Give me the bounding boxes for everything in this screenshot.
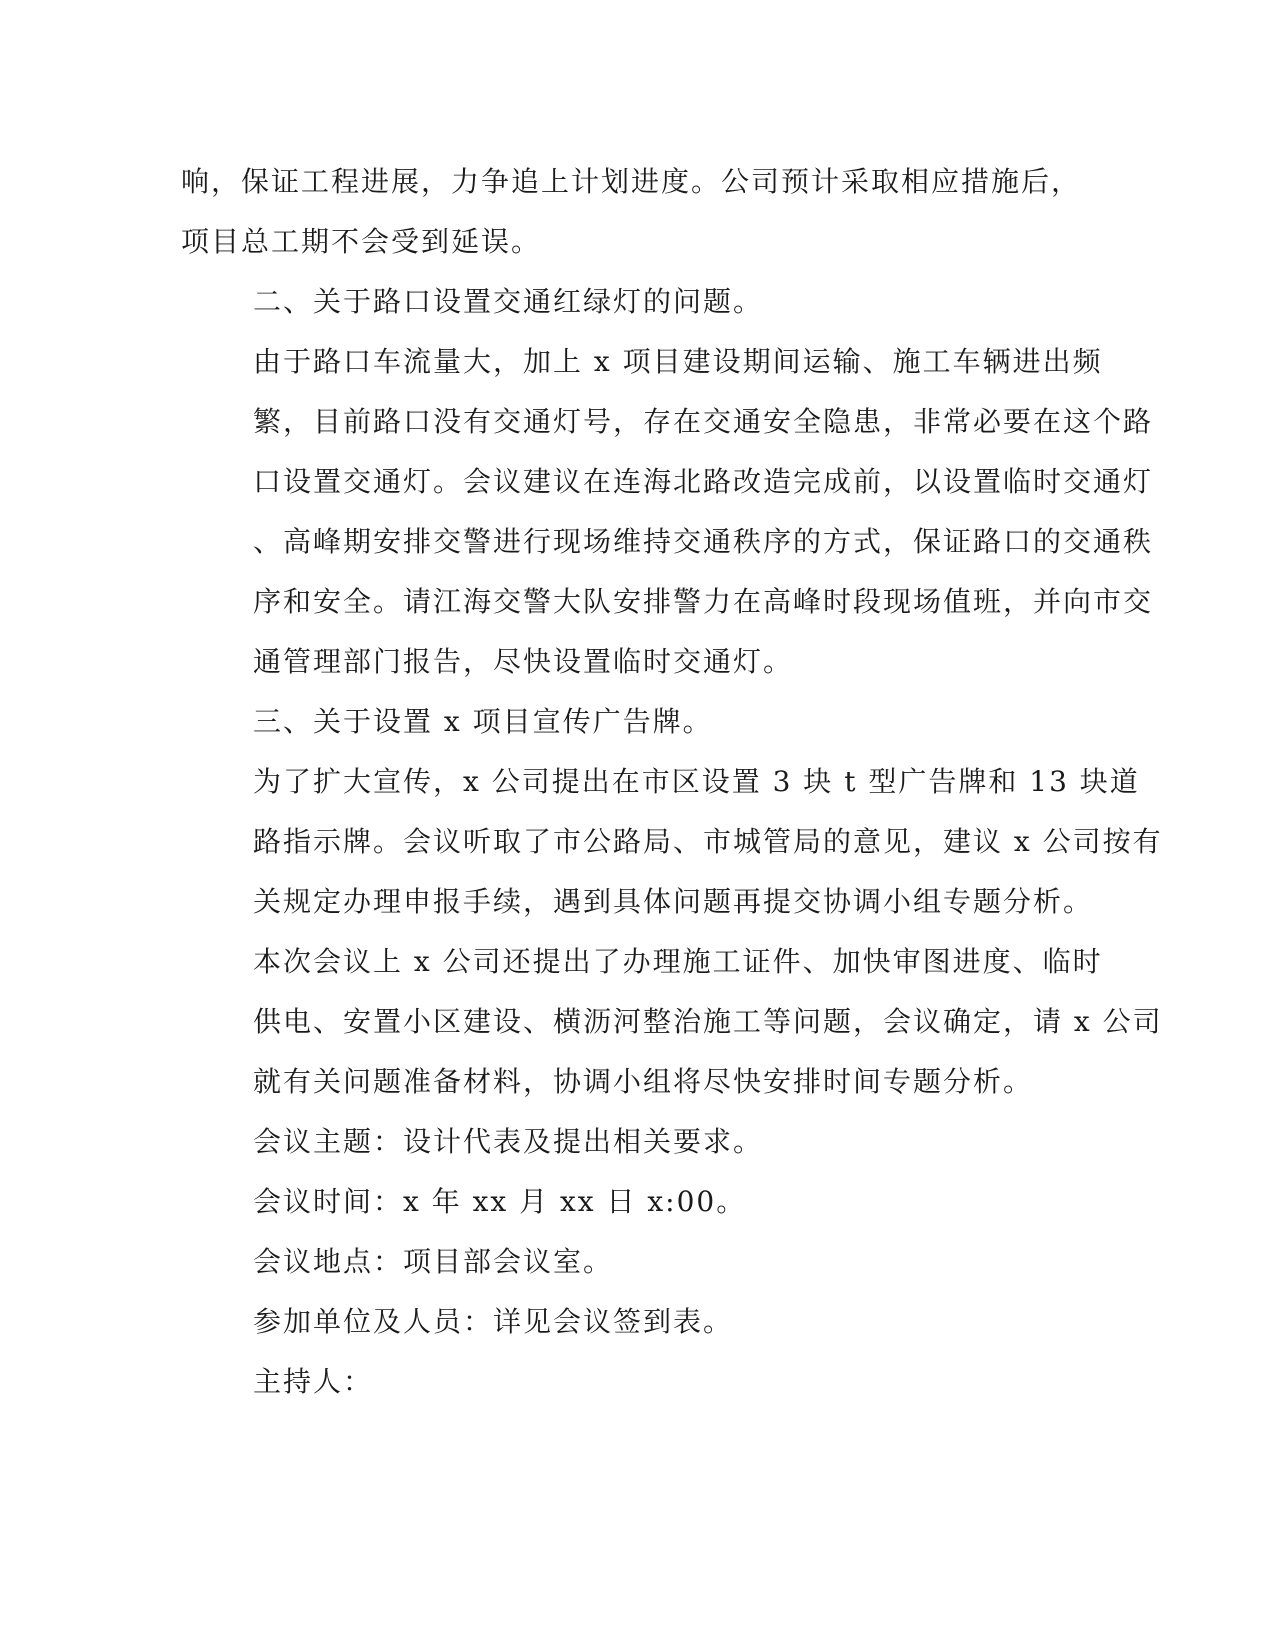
section-heading-3 [181,692,1021,752]
text-line: 会议主题：设计代表及提出相关要求。 [253,1125,764,1158]
text-line: 会议地点：项目部会议室。 [253,1245,614,1278]
meeting-host [181,1352,1021,1412]
text-line: 项目总工期不会受到延误。 [181,225,542,258]
document-body [181,152,1163,1412]
text-line: 由于路口车流量大，加上 x 项目建设期间运输、施工车辆进出频 [253,345,1103,378]
text-line: 口设置交通灯。会议建议在连海北路改造完成前，以设置临时交通灯 [253,465,1154,498]
text-line: 就有关问题准备材料，协调小组将尽快安排时间专题分析。 [253,1065,1034,1098]
text-line: 本次会议上 x 公司还提出了办理施工证件、加快审图进度、临时 [253,945,1103,978]
text-line: 会议时间：x 年 xx 月 xx 日 x:00。 [253,1185,747,1218]
text-line: 主持人： [253,1365,374,1398]
text-line: 参加单位及人员：详见会议签到表。 [253,1305,734,1338]
paragraph-other-issues [181,932,1163,1112]
meeting-attendees [181,1292,1021,1352]
text-line: 繁，目前路口没有交通灯号，存在交通安全隐患，非常必要在这个路 [253,405,1154,438]
paragraph-traffic-light [181,332,1154,692]
text-line: 二、关于路口设置交通红绿灯的问题。 [253,285,764,318]
text-line: 为了扩大宣传，x 公司提出在市区设置 3 块 t 型广告牌和 13 块道 [253,765,1140,798]
text-line: 序和安全。请江海交警大队安排警力在高峰时段现场值班，并向市交 [253,585,1154,618]
text-line: 关规定办理申报手续，遇到具体问题再提交协调小组专题分析。 [253,885,1094,918]
text-line: 三、关于设置 x 项目宣传广告牌。 [253,705,713,738]
text-line: 路指示牌。会议听取了市公路局、市城管局的意见，建议 x 公司按有 [253,825,1163,858]
section-heading-2 [181,272,1021,332]
text-line: 、高峰期安排交警进行现场维持交通秩序的方式，保证路口的交通秩 [253,525,1154,558]
meeting-topic [181,1112,1021,1172]
meeting-time [181,1172,1021,1232]
paragraph-continuation [181,152,1082,272]
text-line: 响，保证工程进展，力争追上计划进度。公司预计采取相应措施后， [181,165,1082,198]
text-line: 供电、安置小区建设、横沥河整治施工等问题，会议确定，请 x 公司 [253,1005,1163,1038]
text-line: 通管理部门报告，尽快设置临时交通灯。 [253,645,794,678]
meeting-location [181,1232,1021,1292]
paragraph-billboards [181,752,1163,932]
